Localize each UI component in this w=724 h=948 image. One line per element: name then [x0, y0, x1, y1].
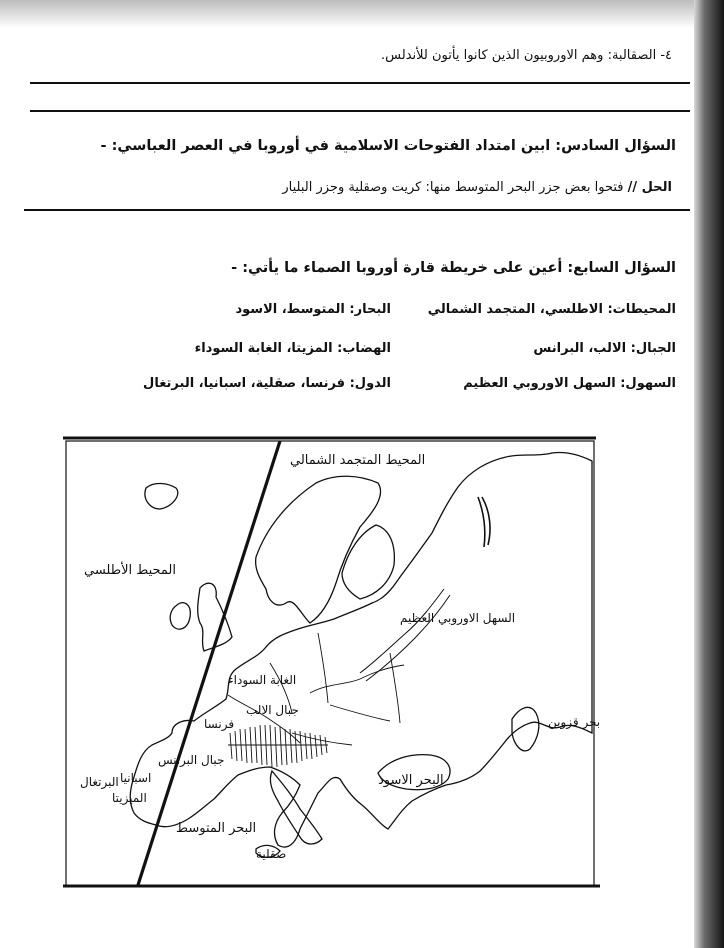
question-6: السؤال السادس: ابين امتداد الفتوحات الاسلامية في أوروبا في العصر العباسي: - — [100, 138, 676, 154]
item-seas: البحار: المتوسط، الاسود — [235, 302, 391, 317]
label-mediterranean-sea: البحر المتوسط — [176, 821, 257, 836]
europe-map-drawing — [60, 433, 605, 893]
label-great-european-plain: السهل الاوروبي العظيم — [400, 611, 516, 625]
label-alps: جبال الالب — [246, 703, 299, 717]
label-black-forest: الغابة السوداء — [228, 673, 297, 687]
label-sicily: صقلية — [256, 847, 287, 861]
item-mountains: الجبال: الالب، البرانس — [533, 341, 676, 356]
page-edge-shadow — [694, 0, 724, 948]
label-caspian-sea: بحر قزوين — [548, 715, 601, 729]
item-countries: الدول: فرنسا، صقلية، اسبانيا، البرتغال — [143, 376, 391, 391]
item-oceans: المحيطات: الاطلسي، المتجمد الشمالي — [427, 302, 676, 317]
question-7: السؤال السابع: أعين على خريطة قارة أوروبا الصماء ما يأتي: - — [231, 260, 676, 276]
europe-map — [60, 433, 605, 893]
answer-text: فتحوا بعض جزر البحر المتوسط منها: كريت وصقلية وجزر البليار — [282, 180, 624, 195]
divider — [30, 110, 690, 112]
label-atlantic-ocean: المحيط الأطلسي — [84, 563, 176, 578]
label-black-sea: البحر الاسود — [378, 773, 444, 788]
label-portugal: البرتغال — [80, 775, 119, 789]
answer-label: الحل // — [627, 180, 672, 195]
label-arctic-ocean: المحيط المتجمد الشمالي — [290, 453, 426, 468]
diagonal-line — [138, 441, 280, 885]
alps-hatching — [228, 725, 328, 767]
divider — [30, 82, 690, 84]
divider — [24, 209, 690, 211]
item-plains: السهول: السهل الاوروبي العظيم — [463, 376, 676, 391]
top-shadow — [0, 0, 724, 28]
label-france: فرنسا — [204, 717, 235, 731]
answer-6 — [282, 180, 672, 195]
label-spain: اسبانيا — [120, 771, 152, 785]
label-meseta: الميزيتا — [112, 791, 147, 805]
label-pyrenees: جبال البرانس — [158, 753, 225, 767]
answer-line-4: ٤- الصقالبة: وهم الاوروبيون الذين كانوا يأتون للأندلس. — [381, 48, 672, 63]
item-plateaus: الهضاب: المزيتا، الغابة السوداء — [194, 341, 391, 356]
